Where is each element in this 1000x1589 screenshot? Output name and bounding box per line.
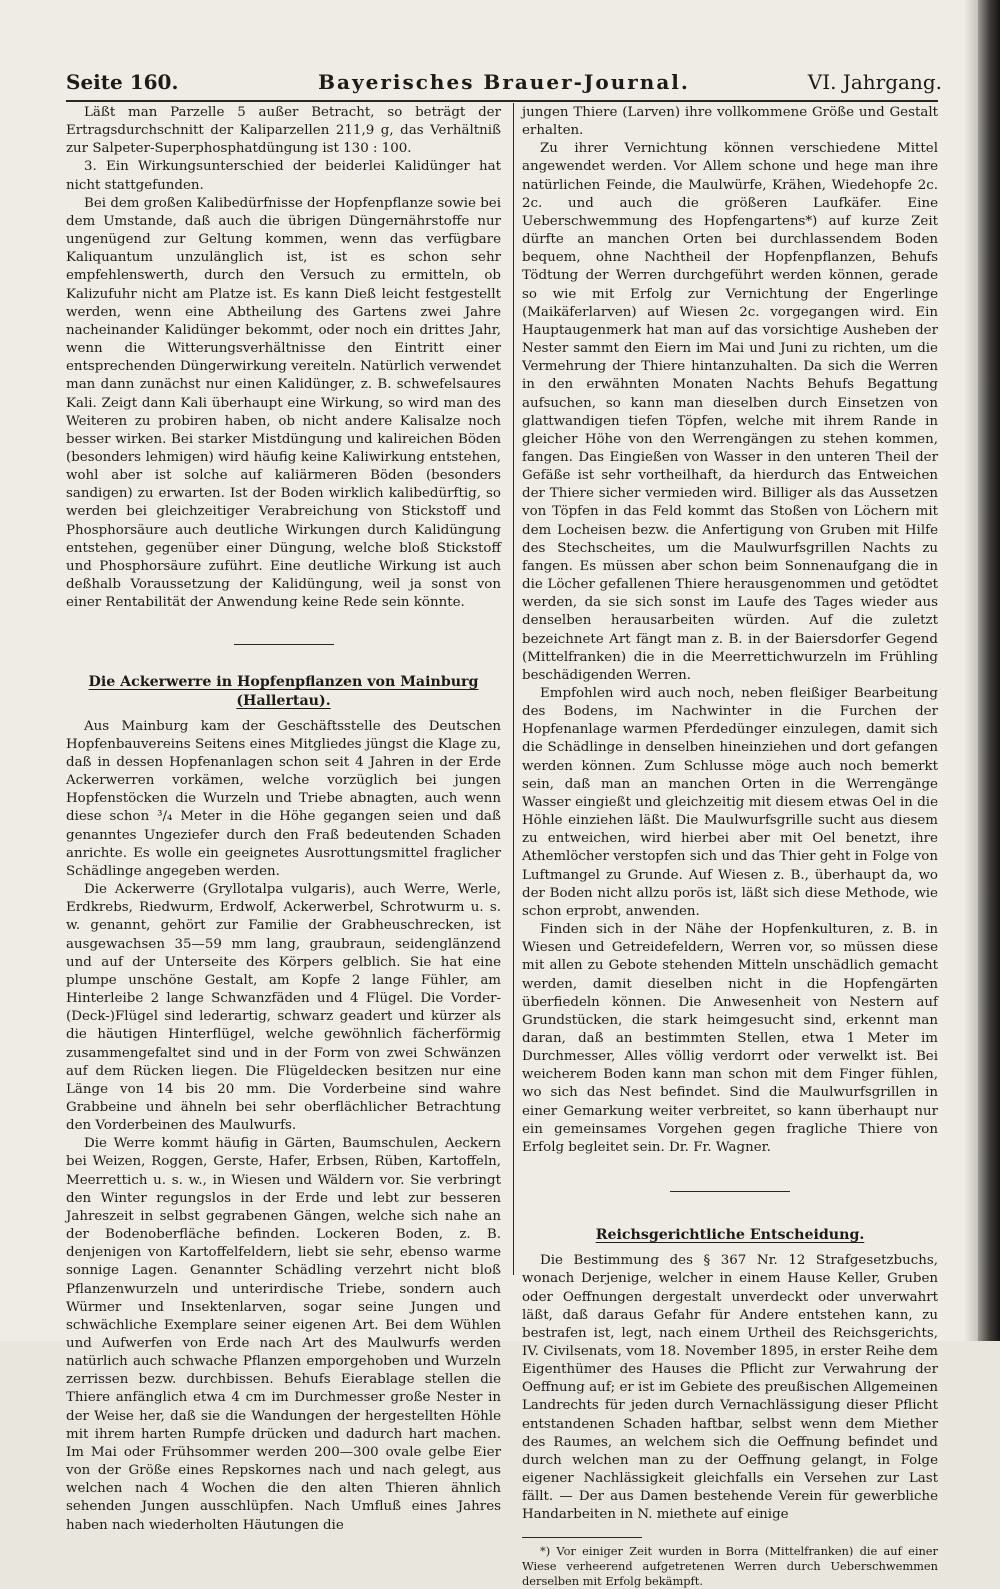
paragraph: Finden sich in der Nähe der Hopfenkulturen, z. B. in Wiesen und Getreidefeldern, Werren vor, so müssen diese mit allen zu Gebote stehenden Mitteln unschädlich gemacht werden, damit dieselben nicht in die Hopfengärten überfiedeln können. Die Anwesenheit von Nestern auf Grundstücken, die stark heimgesucht sind, erkennt man daran, daß an bestimmten Stellen, etwa 1 Meter im Durchmesser, Alles völlig verdorrt oder verwelkt ist. Bei weicherem Boden kann man schon mit dem Finger fühlen, wo sich das Nest befindet. Sind die Maulwurfsgrillen in einer Gemarkung weiter verbreitet, so kann überhaupt nur ein gemeinsames Vorgehen gegen fragliche Thiere von Erfolg begleitet sein. Dr. Fr. Wagner. (522, 922, 938, 1155)
page-edge (978, 0, 1000, 1341)
separator-rule (234, 644, 334, 645)
paragraph: jungen Thiere (Larven) ihre vollkommene Größe und Gestalt erhalten. (522, 105, 938, 139)
column-divider (513, 103, 514, 1275)
section-title: Reichsgerichtliche Entscheidung. (595, 1227, 865, 1244)
paragraph: Die Bestimmung des § 367 Nr. 12 Strafgesetzbuchs, wonach Derjenige, welcher in einem Hause Keller, Gruben oder Oeffnungen dergestalt unverdeckt oder unverwahrt läßt, daß daraus Gefahr für Andere entstehen kann, zu bestrafen ist, legt, nach einem Urtheil des Reichsgerichts, IV. Civilsenats, vom 18. November 1895, in erster Reihe dem Eigenthümer des Hauses die Pflicht zur Verwahrung der Oeffnung auf; er ist im Gebiete des preußischen Allgemeinen Landrechts für jeden durch Vernachlässigung dieser Pflicht entstandenen Schaden haftbar, selbst wenn dem Miether des Raumes, an welchem sich die Oeffnung befindet und durch welchen man zu der Oeffnung gelangt, in Folge eigener Nachlässigkeit gleichfalls ein Versehen zur Last fällt. — Der aus Damen bestehende Verein für gewerbliche Handarbeiten in N. miethete auf einige (522, 1253, 939, 1523)
paragraph: Zu ihrer Vernichtung können verschiedene Mittel angewendet werden. Vor Allem schone und hege man ihre natürlichen Feinde, die Maulwürfe, Krähen, Wiedehopfe 2c. 2c. und auch die größeren Laufkäfer. Eine Ueberschwemmung des Hopfengartens*) auf kurze Zeit dürfte an manchen Orten bei durchlassendem Boden bequem, ohne Nachtheil der Hopfenpflanzen, Behufs Tödtung der Werren durchgeführt werden können, gerade so wie mit Erfolg zur Vernichtung der Engerlinge (Maikäferlarven) auf Wiesen 2c. vorgegangen wird. Ein Hauptaugenmerk hat man auf das vorsichtige Ausheben der Nester sammt den Eiern im Mai und Juni zu richten, um die Vermehrung der Thiere hintanzuhalten. Da sich die Werren in den erwähnten Monaten Nachts Behufs Begattung aufsuchen, so kann man dieselben durch Einsetzen von glattwandigen tiefen Töpfen, welche mit ihrem Rande in gleicher Höhe von den Werrengängen zu stehen kommen, fangen. Das Eingießen von Wasser in den unteren Theil der Gefäße ist sehr vortheilhaft, da hierdurch das Entweichen der Thiere sicher vermieden wird. Billiger als das Aussetzen von Töpfen in das Feld kommt das Stoßen von Löchern mit dem Locheisen bezw. die Anfertigung von Gruben mit Hilfe des Stechscheites, um die Maulwurfsgrillen Nachts zu fangen. Es müssen aber schon beim Sonnenaufgang die in die Löcher gefallenen Thiere herausgenommen und getödtet werden, da sie sich sonst im Laufe des Tages wieder aus denselben herausarbeiten würden. Auf die zuletzt bezeichnete Art fängt man z. B. in der Baiersdorfer Gegend (Mittelfranken) die in die Meerrettichwurzeln im Frühling beschädigenden Werren. (522, 141, 938, 683)
paragraph: Die Werre kommt häufig in Gärten, Baumschulen, Aeckern bei Weizen, Roggen, Gerste, Hafer, Erbsen, Rüben, Kartoffeln, Meerrettich u. s. w., in Wiesen und Wäldern vor. Sie verbringt den Winter regungslos in der Erde und lebt zur besseren Jahreszeit in selbst gegrabenen Gängen, welche sich nahe an der Bodenoberfläche befinden. Lockeren Boden, z. B. denjenigen von Kartoffelfeldern, liebt sie sehr, ebenso warme sonnige Lagen. Genannter Schädling verzehrt nicht bloß Pflanzenwurzeln und unterirdische Triebe, sondern auch Würmer und Insektenlarven, sogar seine Jungen und schwächliche Exemplare seiner eigenen Art. Bei dem Wühlen und Aufwerfen von Erde nach Art des Maulwurfs werden natürlich auch schwache Pflanzen emporgehoben und Wurzeln zerrissen bezw. durchbissen. Behufs Eierablage stellen die Thiere anfänglich etwa 4 cm im Durchmesser große Nester in der Weise her, daß sie die Wandungen der hergestellten Höhle mit ihrem harten Rumpfe drücken und dadurch hart machen. Im Mai oder Frühsommer werden 200—300 ovale gelbe Eier von der Größe eines Repskornes nach und nach gelegt, aus welchen nach 4 Wochen die den alten Thieren ähnlich sehenden Jungen ausschlüpfen. Nach Umfluß eines Jahres haben nach wiederholten Häutungen die (66, 1136, 501, 1533)
journal-title: Bayerisches Brauer-Journal. (318, 70, 690, 94)
paragraph: 3. Ein Wirkungsunterschied der beiderlei Kalidünger hat nicht stattgefunden. (66, 159, 501, 193)
volume-label: VI. Jahrgang. (807, 70, 942, 94)
page-number: Seite 160. (66, 70, 179, 94)
right-column (522, 104, 938, 1589)
separator-rule (670, 1191, 790, 1192)
paragraph: Die Ackerwerre (Gryllotalpa vulgaris), auch Werre, Werle, Erdkrebs, Riedwurm, Erdwolf, Ackerwerbel, Schrotwurm u. s. w. genannt, gehört zur Familie der Grabheuschrecken, ist ausgewachsen 35—59 mm lang, graubraun, seidenglänzend und auf der Unterseite des Körpers gelblich. Sie hat eine plumpe unschöne Gestalt, am Kopfe 2 lange Fühler, am Hinterleibe 2 lange Schwanzfäden und 4 Flügel. Die Vorder-(Deck-)Flügel sind lederartig, schwarz geadert und kürzer als die häutigen Hinterflügel, welche gewöhnlich fächerförmig zusammengefaltet sind und in der Form von zwei Schwänzen auf dem Rücken liegen. Die Flügeldecken besitzen nur eine Länge von 14 bis 20 mm. Die Vorderbeine sind wahre Grabbeine und ähneln bei sehr oberflächlicher Betrachtung den Vorderbeinen des Maulwurfs. (66, 882, 501, 1134)
footnote: *) Vor einiger Zeit wurden in Borra (Mittelfranken) die auf einer Wiese verheerend aufgetretenen Werren durch Ueberschwemmen derselben mit Erfolg bekämpft. (522, 1543, 938, 1588)
paragraph: Bei dem großen Kalibedürfnisse der Hopfenpflanze sowie bei dem Umstande, daß auch die übrigen Düngernährstoffe nur ungenügend zur Geltung kommen, wenn das verfügbare Kaliquantum unzulänglich ist, ist es schon sehr empfehlenswerth, durch den Versuch zu ermitteln, ob Kalizufuhr nicht am Platze ist. Es kann Dieß leicht festgestellt werden, wenn eine Abtheilung des Gartens zwei Jahre nacheinander Kalidünger bekommt, oder noch ein drittes Jahr, wenn die Witterungsverhältnisse den Eintritt einer entsprechenden Düngerwirkung vereiteln. Natürlich verwendet man dann zunächst nur einen Kalidünger, z. B. schwefelsaures Kali. Zeigt dann Kali überhaupt eine Wirkung, so wird man des Weiteren zu probiren haben, ob nicht andere Kalisalze noch besser wirken. Bei starker Mistdüngung und kalireichen Böden (besonders lehmigen) wird häufig keine Kaliwirkung entstehen, wohl aber ist solche auf kaliärmeren Böden (besonders sandigen) zu erwarten. Ist der Boden wirklich kalibedürftig, so werden bei gleichzeitiger Verabreichung von Stickstoff und Phosphorsäure auch deutliche Wirkungen durch Kalidüngung entstehen, gegenüber einer Düngung, welche bloß Stickstoff und Phosphorsäure zuführt. Eine deutliche Wirkung ist auch deßhalb Voraussetzung der Kalidüngung, weil ja sonst von einer Rentabilität der Anwendung keine Rede sein könnte. (66, 195, 501, 611)
article-title: Die Ackerwerre in Hopfenpflanzen von Mainburg (Hallertau). (88, 674, 479, 709)
page-edge-shadow (964, 0, 978, 1341)
paragraph: Aus Mainburg kam der Geschäftsstelle des Deutschen Hopfenbauvereins Seitens eines Mitgliedes jüngst die Klage zu, daß in dessen Hopfenanlagen schon seit 4 Jahren in der Erde Ackerwerren vorkämen, welche vorzüglich bei jungen Hopfenstöcken die Wurzeln und Triebe abnagten, auch wenn diese schon ³/₄ Meter in die Höhe gegangen seien und daß genanntes Ungeziefer durch den Fraß bedeutenden Schaden anrichte. Es wolle ein geeignetes Ausrottungsmittel fraglicher Schädlinge angegeben werden. (66, 718, 501, 879)
header-rule (66, 100, 938, 102)
footnote-rule (522, 1537, 642, 1538)
paragraph: Läßt man Parzelle 5 außer Betracht, so beträgt der Ertragsdurchschnitt der Kaliparzellen 211,9 g, das Verhältniß zur Salpeter-Superphosphatdüngung ist 130 : 100. (66, 105, 501, 157)
paragraph: Empfohlen wird auch noch, neben fleißiger Bearbeitung des Bodens, im Nachwinter in die Furchen der Hopfenanlage warmen Pferdedünger einzulegen, damit sich die Schädlinge in denselben hineinziehen und dort gefangen werden können. Zum Schlusse möge auch noch bemerkt sein, daß man an manchen Orten in die Werrengänge Wasser eingießt und gleichzeitig mit diesem etwas Oel in die Höhle einziehen läßt. Die Maulwurfsgrille sucht aus diesem zu entweichen, wird hierbei aber mit Oel benetzt, ihre Athemlöcher verstopfen sich und das Thier geht in Folge von Luftmangel zu Grunde. Auf Wiesen z. B., überhaupt da, wo der Boden nicht allzu porös ist, läßt sich diese Methode, wie schon erprobt, anwenden. (522, 686, 938, 919)
left-column (66, 104, 501, 1535)
